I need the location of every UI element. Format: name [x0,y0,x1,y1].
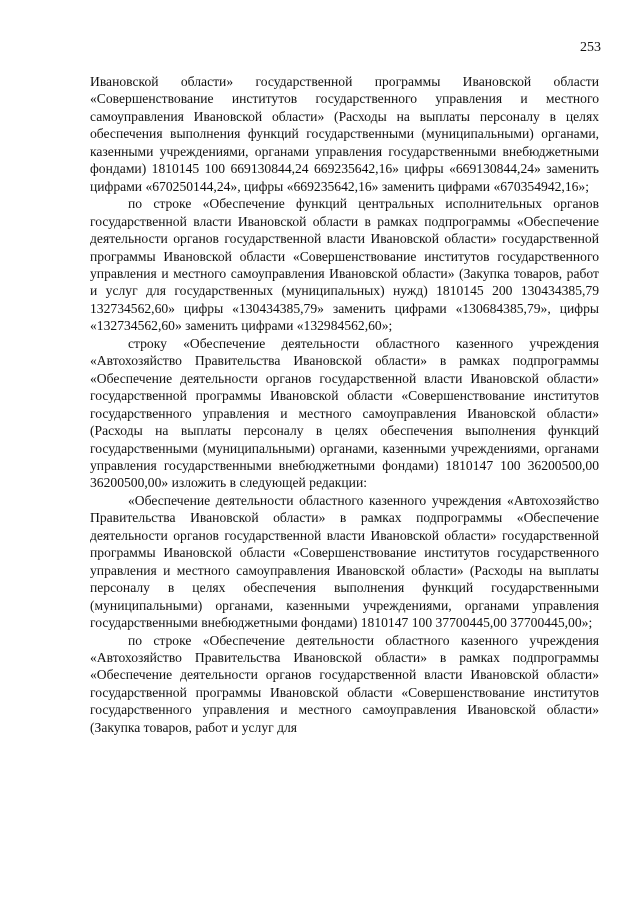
paragraph: Ивановской области» государственной программы Ивановской области «Совершенствование институтов государственного управления и местного самоуправления Ивановской области» (Расходы на выплаты персоналу в целях обеспечения выполнения функций государственными (муниципальными) органами, казенными учреждениями, органами управления государственными внебюджетными фондами) 1810145 100 669130844,24 669235642,16» цифры «669130844,24» заменить цифрами «670250144,24», цифры «669235642,16» заменить цифрами «670354942,16»; [90,74,599,194]
document-body [90,73,599,736]
paragraph: по строке «Обеспечение функций центральных исполнительных органов государственной власти Ивановской области в рамках подпрограммы «Обеспечение деятельности органов государственной власти Ивановской области» государственной программы Ивановской области «Совершенствование институтов государственного управления и местного самоуправления Ивановской области» (Закупка товаров, работ и услуг для государственных (муниципальных) нужд) 1810145 200 130434385,79 132734562,60» цифры «130434385,79» заменить цифрами «130684385,79», цифры «132734562,60» заменить цифрами «132984562,60»; [90,196,599,334]
paragraph: строку «Обеспечение деятельности областного казенного учреждения «Автохозяйство Правительства Ивановской области» в рамках подпрограммы «Обеспечение деятельности органов государственной власти Ивановской области» государственной программы Ивановской области «Совершенствование институтов государственного управления и местного самоуправления Ивановской области» (Расходы на выплаты персоналу в целях обеспечения выполнения функций государственными (муниципальными) органами, казенными учреждениями, органами управления государственными внебюджетными фондами) 1810147 100 36200500,00 36200500,00» изложить в следующей редакции: [90,335,599,491]
page-number: 253 [580,40,601,55]
paragraph: по строке «Обеспечение деятельности областного казенного учреждения «Автохозяйство Правительства Ивановской области» в рамках подпрограммы «Обеспечение деятельности органов государственной власти Ивановской области» государственной программы Ивановской области «Совершенствование институтов государственного управления и местного самоуправления Ивановской области» (Закупка товаров, работ и услуг для [90,632,599,735]
paragraph: «Обеспечение деятельности областного казенного учреждения «Автохозяйство Правительства Ивановской области» в рамках подпрограммы «Обеспечение деятельности органов государственной власти Ивановской области» государственной программы Ивановской области «Совершенствование институтов государственного управления и местного самоуправления Ивановской области» (Расходы на выплаты персоналу в целях обеспечения выполнения функций государственными (муниципальными) органами, казенными учреждениями, органами управления государственными внебюджетными фондами) 1810147 100 37700445,00 37700445,00»; [90,492,599,631]
